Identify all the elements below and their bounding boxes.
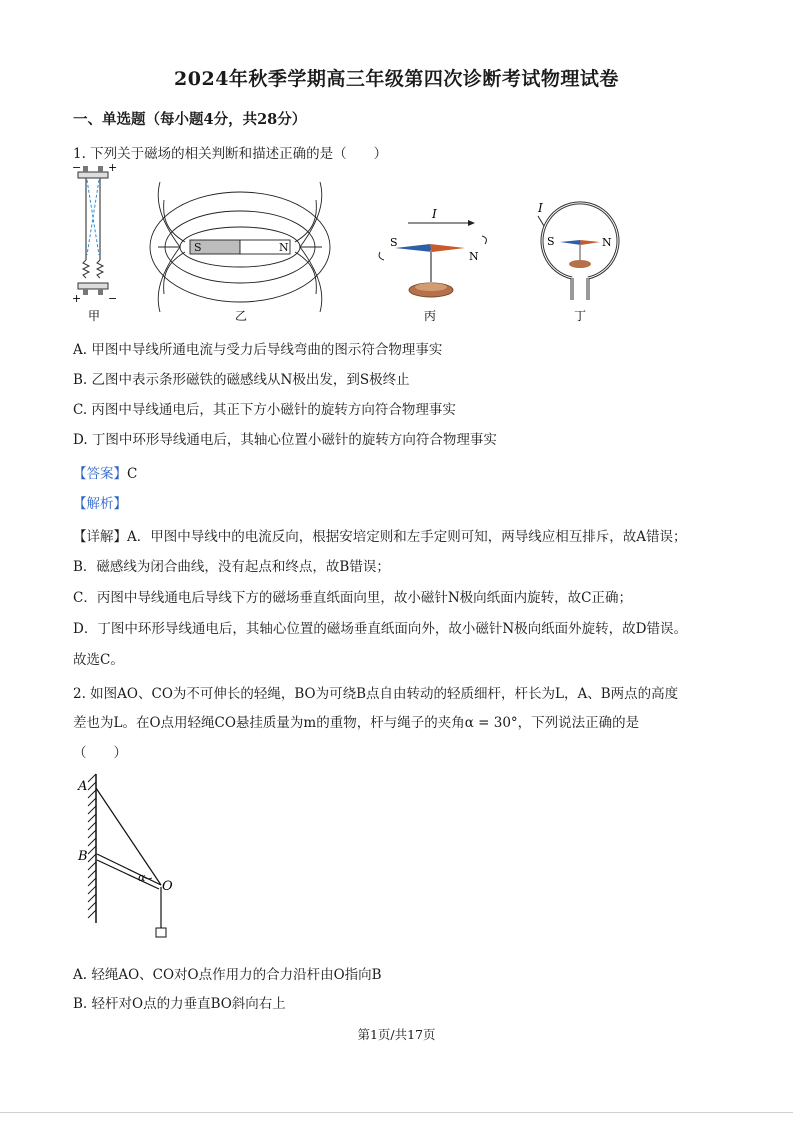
q1-option-a: A. 甲图中导线所通电流与受力后导线弯曲的图示符合物理事实 — [73, 342, 443, 358]
weight-block — [156, 928, 166, 937]
q2-figure — [70, 768, 200, 943]
jia-sign-bl: + — [72, 292, 82, 305]
answer-value: C — [127, 466, 138, 482]
q2-stem-line3: （ ） — [73, 745, 127, 761]
jia-sign-br: − — [108, 292, 118, 305]
rope-ao — [96, 788, 161, 885]
q1-option-b: B. 乙图中表示条形磁铁的磁感线从N极出发，到S极终止 — [73, 372, 410, 388]
figure-jia — [72, 161, 117, 323]
bottom-rule — [0, 1112, 793, 1113]
q1-answer — [73, 462, 137, 482]
section-heading: 一、单选题（每小题4分，共28分） — [73, 111, 307, 128]
bing-north: N — [469, 250, 479, 263]
angle-alpha: α — [138, 871, 146, 884]
figure-label-ding: 丁 — [574, 309, 587, 323]
q1-conclusion: 故选C。 — [73, 652, 124, 668]
wall-hatching — [88, 774, 96, 918]
page-title: 2024年秋季学期高三年级第四次诊断考试物理试卷 — [174, 68, 619, 90]
figure-yi — [150, 182, 330, 323]
yi-pole-n: N — [279, 241, 289, 254]
point-a: A — [78, 779, 88, 794]
jia-sign-tl: − — [72, 161, 82, 174]
detail-tag: 【详解】 — [73, 529, 127, 545]
figure-ding — [537, 201, 618, 323]
q1-detail-d: D．丁图中环形导线通电后，其轴心位置的磁场垂直纸面向外，故小磁针N极向纸面外旋转，故D错误。 — [73, 621, 687, 637]
point-b: B — [78, 849, 88, 864]
page-footer: 第1页/共17页 — [357, 1027, 436, 1042]
figure-label-bing: 丙 — [424, 309, 437, 323]
q1-detail-a — [73, 525, 687, 545]
ding-current-label: I — [538, 201, 543, 215]
figure-label-jia: 甲 — [88, 309, 101, 323]
q1-detail-c: C．丙图中导线通电后导线下方的磁场垂直纸面向里，故小磁针N极向纸面内旋转，故C正确； — [73, 590, 632, 606]
point-o: O — [162, 879, 173, 894]
figure-bing — [379, 207, 486, 323]
q2-stem-line1: 2. 如图AO、CO为不可伸长的轻绳，BO为可绕B点自由转动的轻质细杆，杆长为L，A、B两点的高度 — [73, 686, 679, 702]
q1-option-c: C. 丙图中导线通电后，其正下方小磁针的旋转方向符合物理事实 — [73, 402, 456, 418]
yi-pole-s: S — [194, 241, 202, 254]
analysis-tag: 【解析】 — [73, 496, 127, 512]
answer-tag: 【答案】 — [73, 466, 127, 482]
jia-sign-tr: + — [108, 161, 118, 174]
q1-detail-b: B．磁感线为闭合曲线，没有起点和终点，故B错误； — [73, 559, 390, 575]
q1-figures — [60, 160, 660, 325]
bing-south: S — [390, 236, 398, 249]
q1-stem: 1. 下列关于磁场的相关判断和描述正确的是（ ） — [73, 146, 388, 162]
q2-stem-line2: 差也为L。在O点用轻绳CO悬挂质量为m的重物，杆与绳子的夹角α = 30°，下列说法正确的是 — [73, 715, 640, 731]
ding-south: S — [547, 235, 555, 248]
q1-option-d: D. 丁图中环形导线通电后，其轴心位置小磁针的旋转方向符合物理事实 — [73, 432, 497, 448]
figure-label-yi: 乙 — [235, 309, 248, 323]
q2-option-b: B. 轻杆对O点的力垂直BO斜向右上 — [73, 996, 286, 1012]
bing-current-label: I — [432, 207, 437, 221]
detail-line-a: A．甲图中导线中的电流反向，根据安培定则和左手定则可知，两导线应相互排斥，故A错误； — [127, 529, 687, 545]
q2-option-a: A. 轻绳AO、CO对O点作用力的合力沿杆由O指向B — [73, 967, 382, 983]
ding-north: N — [602, 236, 612, 249]
